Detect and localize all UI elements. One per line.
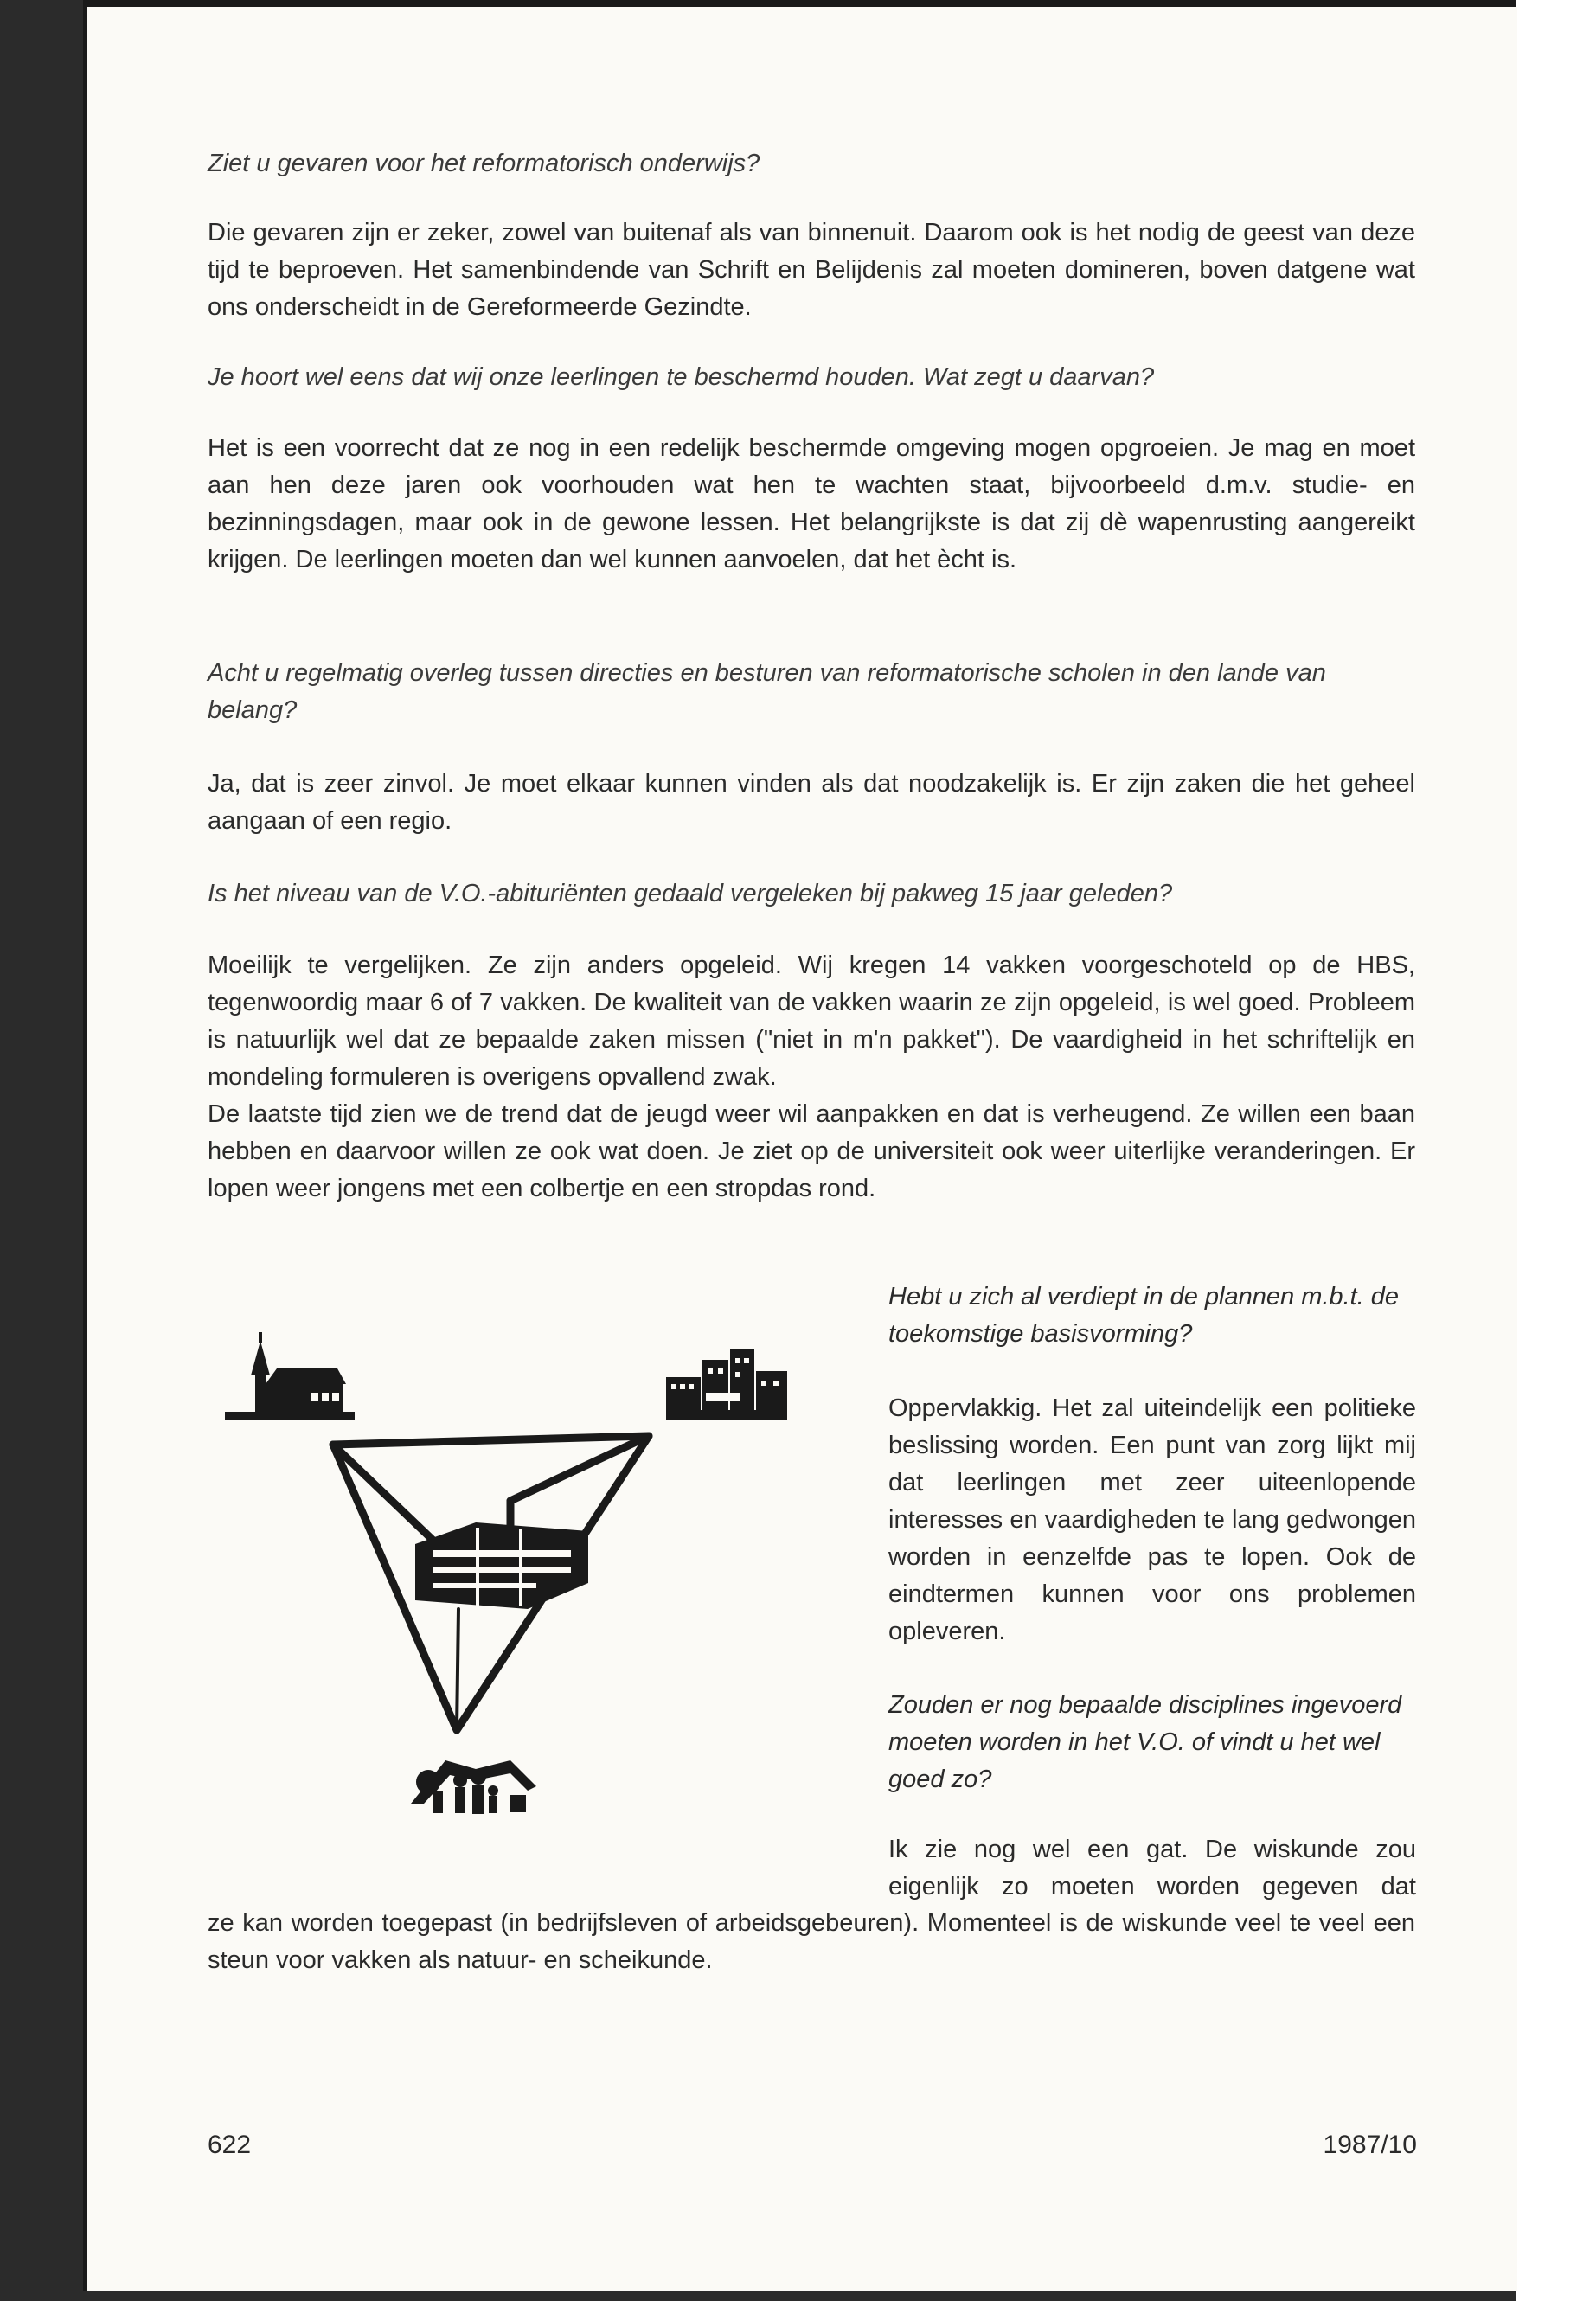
page-number: 622 [208,2131,252,2159]
school-building-icon [415,1522,588,1609]
triangle-illustration [216,1324,804,1843]
answer-5: Oppervlakkig. Het zal uiteindelijk een politieke beslissing worden. Een punt van zorg lijkt mij dat leerlingen met zeer uiteenlopende interesses en vaardigheden te lang gedwongen worden in eenzelfde pas te lopen. Ook de eindtermen kunnen voor ons problemen opleveren. [888,1394,1416,1645]
scan-right-margin [1516,0,1596,2301]
church-icon [225,1332,355,1420]
scan-top-edge [83,0,1519,7]
factory-icon [666,1349,787,1420]
family-home-icon [411,1760,536,1814]
question-2: Je hoort wel eens dat wij onze leerlingen te beschermd houden. Wat zegt u daarvan? [208,363,1155,391]
question-1: Ziet u gevaren voor het reformatorisch onderwijs? [208,150,760,177]
answer-1: Die gevaren zijn er zeker, zowel van buitenaf als van binnenuit. Daarom ook is het nodig de geest van deze tijd te beproeven. Het samenbindende van Schrift en Belijdenis zal moeten domineren, boven datgene wat ons onderscheidt in de Gereformeerde Gezindte. [208,219,1415,321]
question-6: Zouden er nog bepaalde disciplines ingevoerd moeten worden in het V.O. of vindt u het wel goed zo? [888,1691,1402,1793]
issue-number: 1987/10 [1323,2131,1417,2159]
answer-3: Ja, dat is zeer zinvol. Je moet elkaar kunnen vinden als dat noodzakelijk is. Er zijn zaken die het geheel aangaan of een regio. [208,770,1415,835]
question-5: Hebt u zich al verdiept in de plannen m.b.t. de toekomstige basisvorming? [888,1283,1400,1348]
question-4: Is het niveau van de V.O.-abituriënten gedaald vergeleken bij pakweg 15 jaar geleden? [208,880,1173,907]
answer-6-column-part: Ik zie nog wel een gat. De wiskunde zou eigenlijk zo moeten worden gegeven dat [888,1836,1416,1900]
question-3: Acht u regelmatig overleg tussen directies en besturen van reformatorische scholen in den lande van belang? [208,659,1326,724]
answer-4-paragraph-1: Moeilijk te vergelijken. Ze zijn anders opgeleid. Wij kregen 14 vakken voorgeschoteld op de HBS, tegenwoordig maar 6 of 7 vakken. De kwaliteit van de vakken waarin ze zijn opgeleid, is wel goed. Probleem is natuurlijk wel dat ze bepaalde zaken missen ("niet in m'n pakket"). De vaardigheid in het schriftelijk en mondeling formuleren is overigens opvallend zwak. [208,952,1415,1091]
answer-6-full-width-part: ze kan worden toegepast (in bedrijfsleven of arbeidsgebeuren). Momenteel is de wiskunde veel te veel een steun voor vakken als natuur- en scheikunde. [208,1909,1415,1974]
answer-2: Het is een voorrecht dat ze nog in een redelijk beschermde omgeving mogen opgroeien. Je mag en moet aan hen deze jaren ook voorhouden wat hen te wachten staat, bijvoorbeeld d.m.v. studie- en bezinningsdagen, maar ook in de gewone lessen. Het belangrijkste is dat zij dè wapenrusting aangereikt krijgen. De leerlingen moeten dan wel kunnen aanvoelen, dat het ècht is. [208,434,1415,574]
answer-4-paragraph-2: De laatste tijd zien we de trend dat de jeugd weer wil aanpakken en dat is verheugend. Ze willen een baan hebben en daarvoor willen ze ook wat doen. Je ziet op de universiteit ook weer uiterlijke veranderingen. Er lopen weer jongens met een colbertje en een stropdas rond. [208,1100,1415,1202]
